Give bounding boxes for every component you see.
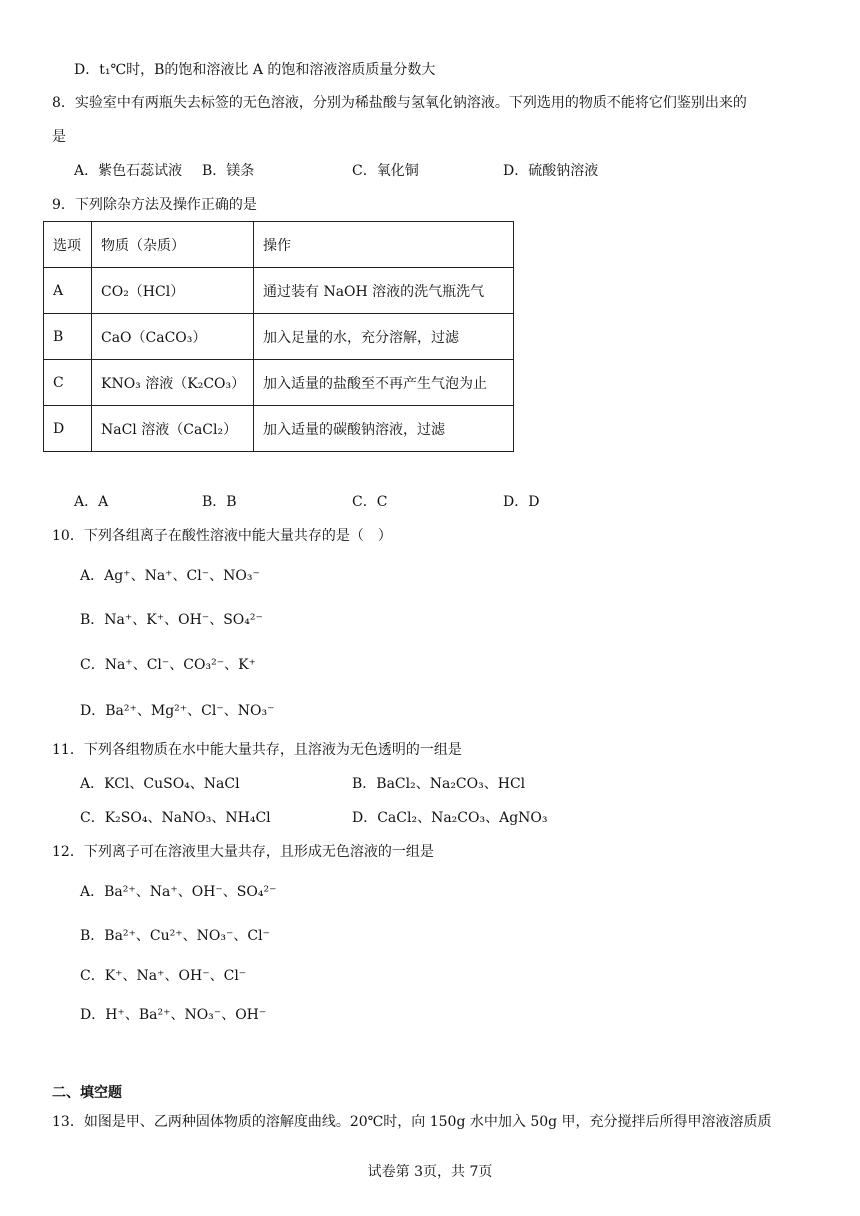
q9-option-b: B．B — [202, 494, 237, 510]
table-cell: NaCl 溶液（CaCl₂） — [92, 406, 254, 452]
q8-option-b: B．镁条 — [202, 163, 255, 179]
table-cell: D — [44, 406, 92, 452]
table-cell: KNO₃ 溶液（K₂CO₃） — [92, 360, 254, 406]
table-header-cell: 操作 — [254, 222, 514, 268]
q11-option-d: D．CaCl₂、Na₂CO₃、AgNO₃ — [352, 810, 548, 826]
table-cell: A — [44, 268, 92, 314]
q9-option-d: D．D — [503, 494, 540, 510]
page-footer: 试卷第 3页，共 7页 — [367, 1164, 493, 1180]
table-row — [44, 268, 514, 314]
q11-option-c: C．K₂SO₄、NaNO₃、NH₄Cl — [80, 810, 271, 826]
table-row — [44, 406, 514, 452]
table-cell: 通过装有 NaOH 溶液的洗气瓶洗气 — [254, 268, 514, 314]
table-row — [44, 314, 514, 360]
q8-option-d: D．硫酸钠溶液 — [503, 163, 599, 179]
q8-stem-line1: 8．实验室中有两瓶失去标签的无色溶液，分别为稀盐酸与氢氧化钠溶液。下列选用的物质不能将它们鉴别出来的 — [52, 95, 747, 111]
table-cell: CO₂（HCl） — [92, 268, 254, 314]
q8-option-c: C．氧化铜 — [352, 163, 419, 179]
q9-option-c: C．C — [352, 494, 388, 510]
q10-option-c: C．Na⁺、Cl⁻、CO₃²⁻、K⁺ — [80, 657, 256, 673]
table-header-cell: 物质（杂质） — [92, 222, 254, 268]
q10-option-d: D．Ba²⁺、Mg²⁺、Cl⁻、NO₃⁻ — [80, 703, 275, 719]
q12-option-d: D．H⁺、Ba²⁺、NO₃⁻、OH⁻ — [80, 1007, 267, 1023]
q10-option-a: A．Ag⁺、Na⁺、Cl⁻、NO₃⁻ — [80, 568, 260, 584]
q12-option-c: C．K⁺、Na⁺、OH⁻、Cl⁻ — [80, 968, 247, 984]
table-cell: 加入适量的碳酸钠溶液，过滤 — [254, 406, 514, 452]
q10-stem: 10．下列各组离子在酸性溶液中能大量共存的是（ ） — [52, 528, 392, 544]
table-cell: CaO（CaCO₃） — [92, 314, 254, 360]
q9-stem: 9．下列除杂方法及操作正确的是 — [52, 197, 257, 213]
q13-stem: 13．如图是甲、乙两种固体物质的溶解度曲线。20℃时，向 150g 水中加入 50g 甲，充分搅拌后所得甲溶液溶质质 — [52, 1114, 772, 1130]
q12-option-b: B．Ba²⁺、Cu²⁺、NO₃⁻、Cl⁻ — [80, 928, 270, 944]
q8-option-a: A．紫色石蕊试液 — [74, 163, 183, 179]
table-row — [44, 360, 514, 406]
q12-stem: 12．下列离子可在溶液里大量共存，且形成无色溶液的一组是 — [52, 844, 434, 860]
q11-option-a: A．KCl、CuSO₄、NaCl — [80, 776, 240, 792]
q11-stem: 11．下列各组物质在水中能大量共存，且溶液为无色透明的一组是 — [52, 742, 462, 758]
table-cell: B — [44, 314, 92, 360]
q7-option-d: D．t₁℃时，B的饱和溶液比 A 的饱和溶液溶质质量分数大 — [74, 62, 436, 78]
q10-option-b: B．Na⁺、K⁺、OH⁻、SO₄²⁻ — [80, 612, 263, 628]
table-cell: 加入适量的盐酸至不再产生气泡为止 — [254, 360, 514, 406]
table-header-cell: 选项 — [44, 222, 92, 268]
table-header-row — [44, 222, 514, 268]
table-cell: C — [44, 360, 92, 406]
q9-option-a: A．A — [74, 494, 109, 510]
q11-option-b: B．BaCl₂、Na₂CO₃、HCl — [352, 776, 526, 792]
q8-stem-line2: 是 — [52, 129, 66, 145]
q9-table — [43, 221, 514, 452]
q12-option-a: A．Ba²⁺、Na⁺、OH⁻、SO₄²⁻ — [80, 884, 277, 900]
table-cell: 加入足量的水，充分溶解，过滤 — [254, 314, 514, 360]
section-heading: 二、填空题 — [52, 1085, 122, 1101]
